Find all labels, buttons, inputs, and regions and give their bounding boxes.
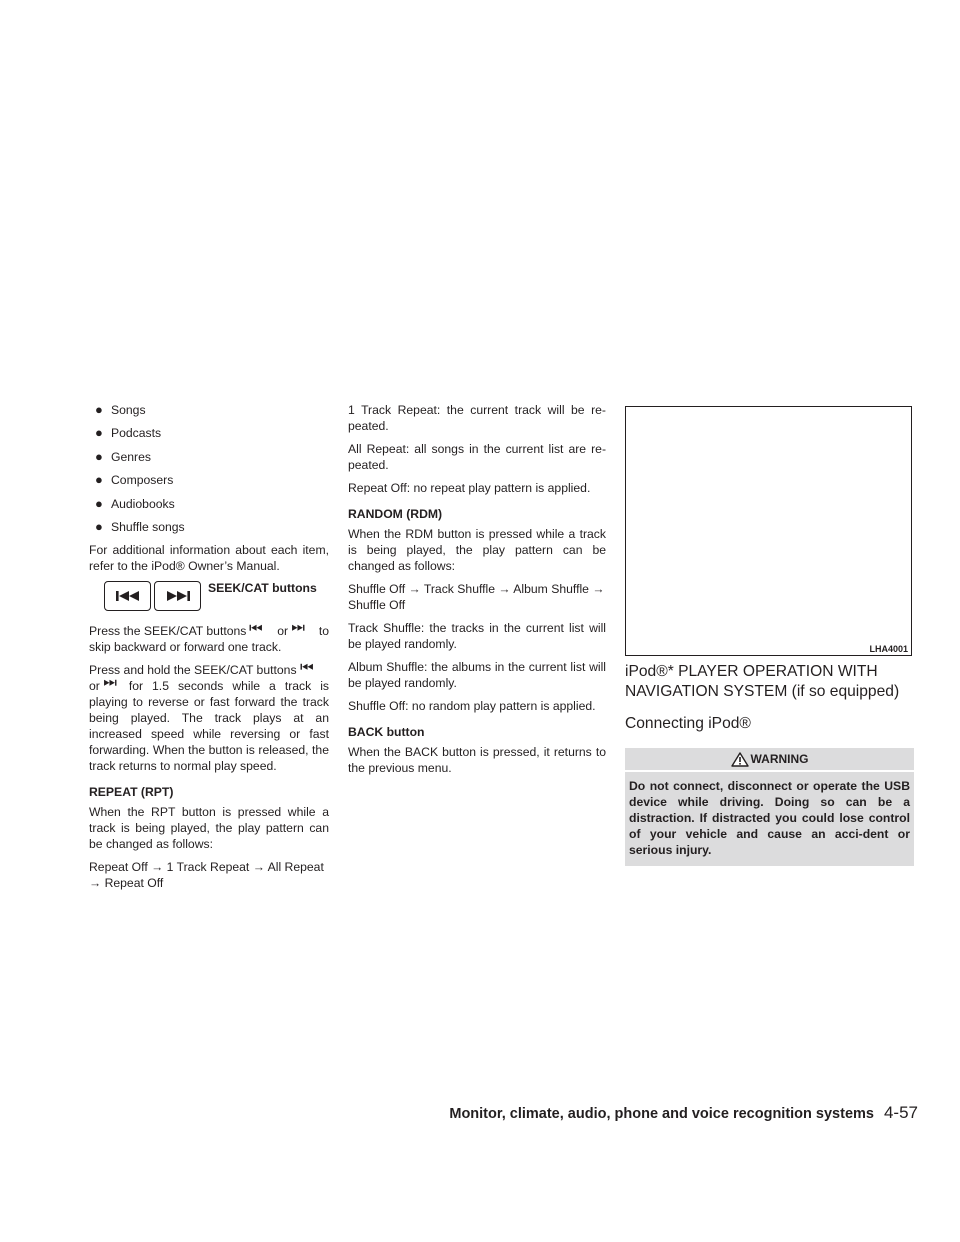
bullet: ● xyxy=(95,518,103,534)
repeat-off-paragraph: Repeat Off: no repeat play pattern is applied. xyxy=(348,481,591,495)
bullet: ● xyxy=(95,495,103,511)
random-paragraph: When the RDM button is pressed while a track is being played, the play pattern can be changed as follows: xyxy=(348,527,606,573)
seek-forward-button-illustration xyxy=(154,581,201,611)
bullet: ● xyxy=(95,448,103,464)
sub-title: Connecting iPod® xyxy=(625,715,751,732)
list-item: ● Songs xyxy=(95,402,146,417)
warning-box xyxy=(625,748,914,866)
track-repeat-paragraph: 1 Track Repeat: the current track will be re-peated. xyxy=(348,403,606,433)
seek-cat-heading: SEEK/CAT buttons xyxy=(208,581,317,596)
repeat-paragraph: When the RPT button is pressed while a track is being played, the play pattern can be changed as follows: xyxy=(89,805,329,852)
footer-section-title: Monitor, climate, audio, phone and voice recognition systems xyxy=(449,1106,874,1122)
album-shuffle-paragraph: Album Shuffle: the albums in the current list will be played randomly. xyxy=(348,660,606,690)
seek-back-icon xyxy=(300,662,314,672)
bullet: ● xyxy=(95,425,103,441)
bullet: ● xyxy=(95,472,103,488)
seek-back-icon xyxy=(249,623,263,633)
seek-forward-icon xyxy=(165,590,191,602)
seek-forward-icon xyxy=(291,623,305,633)
list-item: ● Genres xyxy=(95,448,151,464)
page-footer xyxy=(449,1104,918,1123)
section-title: iPod®* PLAYER OPERATION WITH NAVIGATION SYSTEM (if so equipped) xyxy=(625,663,900,700)
warning-label: WARNING xyxy=(750,752,809,766)
press-paragraph: Press the SEEK/CAT buttons or to skip backward or forward one track. xyxy=(89,624,329,655)
warning-header xyxy=(625,748,914,772)
figure-illustration xyxy=(625,406,912,656)
shuffle-off-paragraph: Shuffle Off: no random play pattern is applied. xyxy=(348,699,596,713)
page-number: 4-57 xyxy=(883,1103,918,1122)
back-paragraph: When the BACK button is pressed, it returns to the previous menu. xyxy=(348,745,606,775)
seek-forward-icon xyxy=(103,678,117,688)
repeat-cycle: Repeat Off → 1 Track Repeat → All Repeat → Repeat Off xyxy=(89,860,324,891)
seek-back-button-illustration xyxy=(104,581,151,611)
list-item: ● Audiobooks xyxy=(95,495,175,511)
seek-back-icon xyxy=(115,590,141,602)
column-middle xyxy=(348,402,606,783)
seek-cat-heading-row xyxy=(89,581,329,615)
track-shuffle-paragraph: Track Shuffle: the tracks in the current list will be played randomly. xyxy=(348,621,606,651)
info-paragraph: For additional information about each item, refer to the iPod® Owner’s Manual. xyxy=(89,543,329,574)
warning-text: Do not connect, disconnect or operate the USB device while driving. Doing so can be a distraction. If distracted you could lose control of your vehicle and cause an acci-dent or serious injury. xyxy=(629,779,910,857)
list-item: ● Podcasts xyxy=(95,425,162,441)
item-list xyxy=(89,402,329,535)
random-heading: RANDOM (RDM) xyxy=(348,507,443,521)
back-heading: BACK button xyxy=(348,725,425,739)
bullet: ● xyxy=(95,402,103,417)
random-cycle: Shuffle Off → Track Shuffle → Album Shuffle → Shuffle Off xyxy=(348,582,605,612)
warning-icon xyxy=(731,752,749,767)
all-repeat-paragraph: All Repeat: all songs in the current list are re-peated. xyxy=(348,442,606,472)
list-item: ● Composers xyxy=(95,472,174,488)
repeat-heading: REPEAT (RPT) xyxy=(89,785,174,800)
figure-code: LHA4001 xyxy=(869,644,908,654)
hold-paragraph: Press and hold the SEEK/CAT buttons or for 1.5 seconds while a track is playing to reverse or fast forward the track being played. The track plays at an increased speed while reversing or fast forwarding. When the button is released, the track returns to normal play speed. xyxy=(89,663,330,774)
list-item: ● Shuffle songs xyxy=(95,518,185,534)
column-left xyxy=(89,402,329,898)
column-right xyxy=(625,406,914,866)
